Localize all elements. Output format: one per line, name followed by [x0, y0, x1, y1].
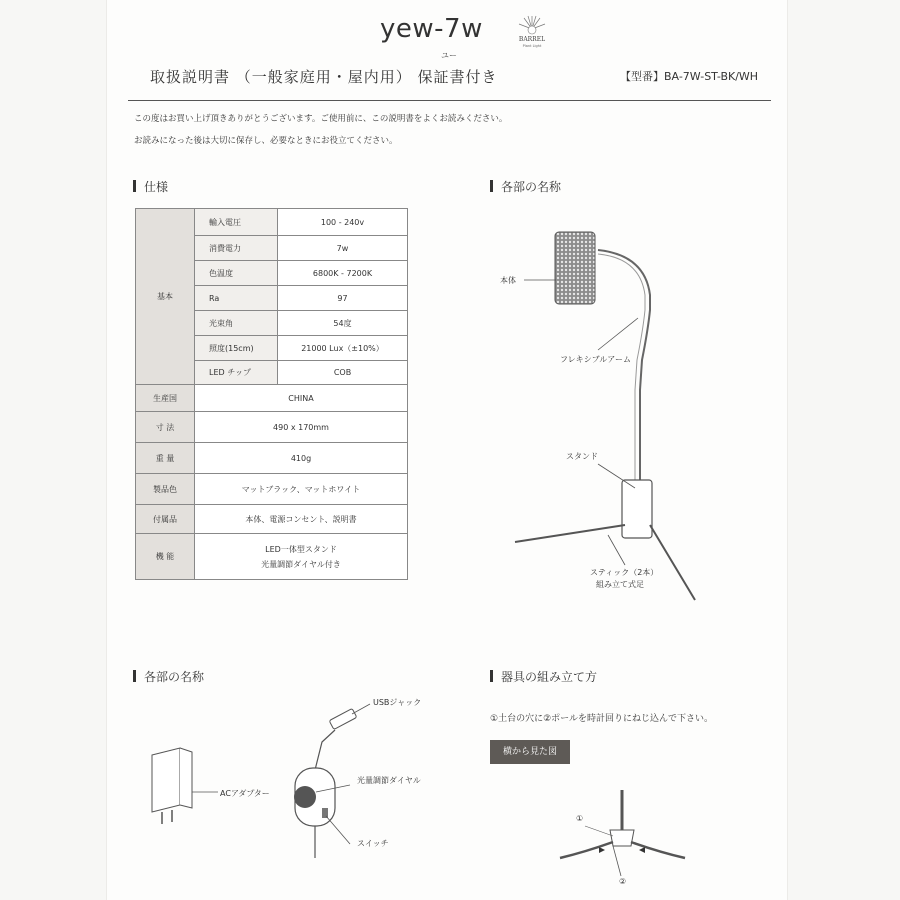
table-row — [136, 412, 408, 443]
spec-key: 付属品 — [136, 505, 195, 534]
adapter-heading: 各部の名称 — [133, 668, 204, 685]
spec-key: 光束角 — [195, 311, 278, 336]
table-row — [136, 505, 408, 534]
table-row — [136, 443, 408, 474]
model-number: 【型番】BA-7W-ST-BK/WH — [620, 70, 759, 83]
lamp-stand-icon — [622, 480, 652, 538]
lamp-body-icon — [555, 232, 595, 304]
heading-bar — [133, 180, 136, 192]
product-reading: ユー — [441, 51, 457, 60]
header-divider — [128, 100, 771, 101]
spec-key: 機 能 — [136, 534, 195, 580]
table-row — [136, 474, 408, 505]
heading-bar — [490, 670, 493, 682]
label-stick-note: 組み立て式足 — [596, 580, 644, 589]
intro-line-2: お読みになった後は大切に保存し、必要なときにお役立てください。 — [134, 136, 398, 146]
label-stand: スタンド — [566, 452, 598, 461]
product-name: yew-7w — [380, 14, 483, 44]
spec-key: 寸 法 — [136, 412, 195, 443]
spec-value: 97 — [278, 286, 408, 311]
spec-category-basic: 基本 — [136, 209, 195, 385]
heading-bar — [133, 670, 136, 682]
spec-table — [135, 208, 408, 580]
brand-logo-icon — [514, 13, 550, 49]
spec-value: 本体、電源コンセント、説明書 — [195, 505, 408, 534]
label-switch: スイッチ — [357, 839, 389, 848]
spec-value: CHINA — [195, 385, 408, 412]
spec-key: 消費電力 — [195, 236, 278, 261]
document-title: 取扱説明書 （一般家庭用・屋内用） 保証書付き — [150, 68, 498, 86]
spec-value: 410g — [195, 443, 408, 474]
table-row — [136, 534, 408, 580]
spec-value: 54度 — [278, 311, 408, 336]
spec-key: 色温度 — [195, 261, 278, 286]
spec-key: LED チップ — [195, 361, 278, 385]
spec-value: マットブラック、マットホワイト — [195, 474, 408, 505]
label-body: 本体 — [500, 276, 516, 285]
spec-value: 6800K - 7200K — [278, 261, 408, 286]
spec-value: 7w — [278, 236, 408, 261]
spec-value: 490 x 170mm — [195, 412, 408, 443]
spec-key: Ra — [195, 286, 278, 311]
spec-key: 重 量 — [136, 443, 195, 474]
assembly-diagram — [555, 790, 695, 890]
spec-heading: 仕様 — [133, 178, 168, 195]
brand-tagline: Plant Light — [522, 44, 542, 48]
intro-line-1: この度はお買い上げ頂きありがとうございます。ご使用前に、この説明書をよくお読みください。 — [134, 114, 508, 124]
spec-key: 生産国 — [136, 385, 195, 412]
label-stick: スティック（2本） — [590, 568, 659, 577]
table-row — [136, 209, 408, 236]
assembly-step-1: ①土台の穴に②ポールを時計回りにねじ込んで下さい。 — [490, 714, 713, 724]
marker-1: ① — [576, 814, 584, 823]
label-dial: 光量調節ダイヤル — [357, 776, 421, 785]
spec-value: LED一体型スタンド 光量調節ダイヤル付き — [195, 534, 408, 580]
table-row — [136, 385, 408, 412]
spec-key: 照度(15cm) — [195, 336, 278, 361]
spec-value: 100 - 240v — [278, 209, 408, 236]
label-usb: USBジャック — [373, 698, 422, 707]
brand-logo — [514, 13, 550, 49]
side-view-button[interactable]: 横から見た図 — [490, 740, 570, 764]
assembly-heading: 器具の組み立て方 — [490, 668, 597, 685]
spec-key: 製品色 — [136, 474, 195, 505]
label-arm: フレキシブルアーム — [560, 355, 632, 364]
heading-bar — [490, 180, 493, 192]
spec-key: 輸入電圧 — [195, 209, 278, 236]
brand-name: BARREL — [518, 36, 546, 43]
label-adapter: ACアダプター — [220, 789, 270, 798]
marker-2: ② — [619, 877, 627, 886]
parts-heading: 各部の名称 — [490, 178, 561, 195]
spec-value: 21000 Lux（±10%） — [278, 336, 408, 361]
spec-value: COB — [278, 361, 408, 385]
